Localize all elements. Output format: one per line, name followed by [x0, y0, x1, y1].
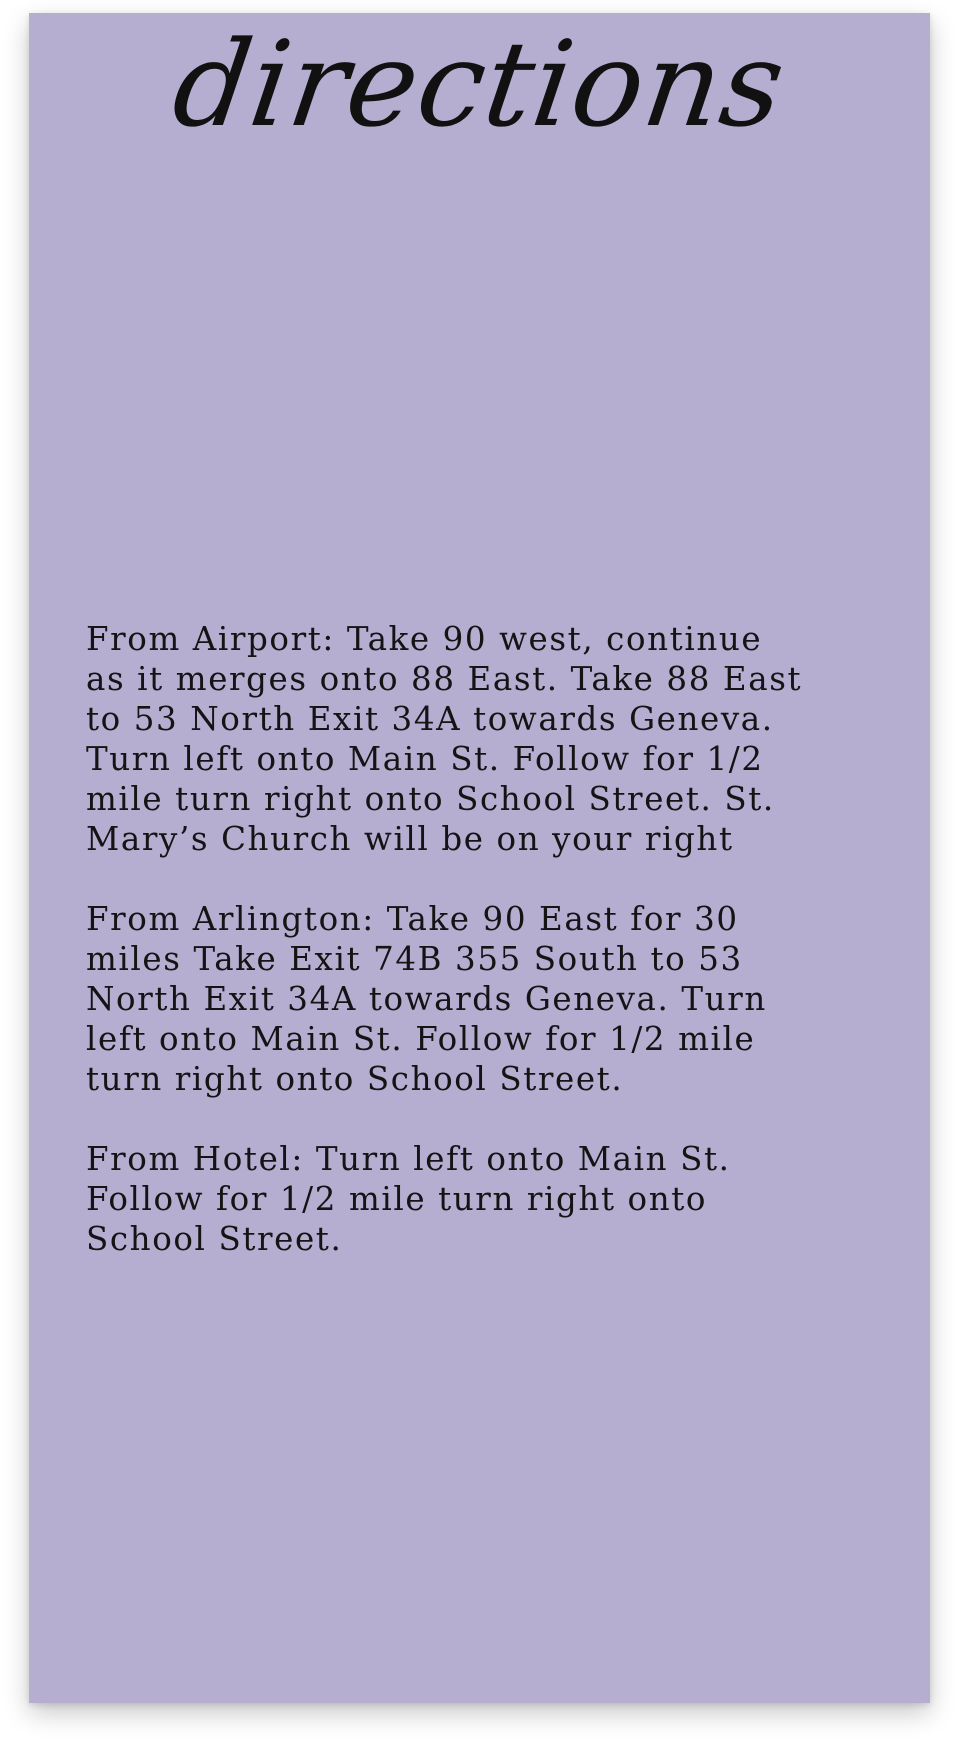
text-line: North Exit 34A towards Geneva. Turn: [86, 980, 767, 1018]
text-line: From Hotel: Turn left onto Main St.: [86, 1140, 731, 1178]
card-title: directions: [165, 15, 794, 153]
text-line: From Arlington: Take 90 East for 30: [86, 900, 739, 938]
directions-card: [29, 13, 930, 1703]
text-line: From Airport: Take 90 west, continue: [86, 620, 763, 658]
text-line: mile turn right onto School Street. St.: [86, 780, 775, 818]
directions-hotel: [86, 1139, 886, 1259]
text-line: to 53 North Exit 34A towards Geneva.: [86, 700, 774, 738]
directions-arlington: [86, 899, 886, 1099]
text-line: Mary’s Church will be on your right: [86, 820, 734, 858]
text-line: turn right onto School Street.: [86, 1060, 624, 1098]
text-line: miles Take Exit 74B 355 South to 53: [86, 940, 743, 978]
text-line: left onto Main St. Follow for 1/2 mile: [86, 1020, 756, 1058]
text-line: as it merges onto 88 East. Take 88 East: [86, 660, 803, 698]
text-line: Turn left onto Main St. Follow for 1/2: [86, 740, 764, 778]
directions-airport: [86, 619, 886, 859]
directions-body: [86, 619, 886, 1259]
text-line: Follow for 1/2 mile turn right onto: [86, 1180, 708, 1218]
text-line: School Street.: [86, 1220, 343, 1258]
